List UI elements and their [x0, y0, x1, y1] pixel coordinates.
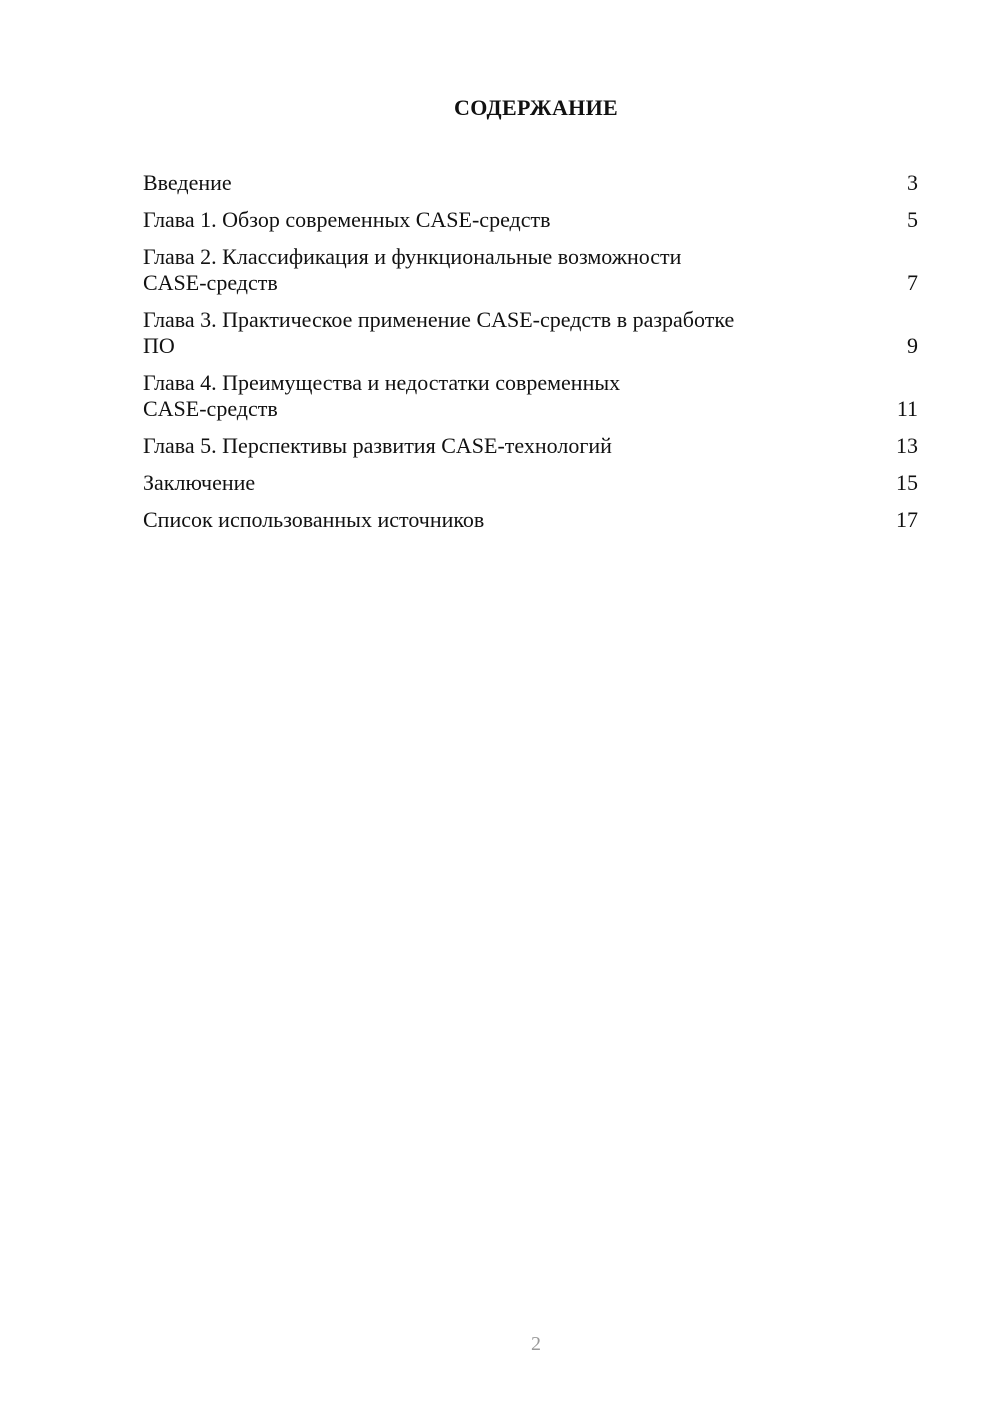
toc-entry-chapter-3[interactable]	[143, 307, 918, 359]
toc-entry-page: 7	[907, 270, 918, 295]
toc-entry-chapter-4[interactable]	[143, 370, 918, 422]
toc-entry-page: 9	[907, 333, 918, 358]
toc-entry-page: 3	[907, 170, 918, 195]
table-of-contents	[143, 170, 918, 544]
page-title: СОДЕРЖАНИЕ	[454, 95, 618, 120]
toc-entry-conclusion[interactable]	[143, 470, 918, 496]
toc-entry-title: Глава 1. Обзор современных CASE-средств	[143, 207, 551, 232]
page-number: 2	[531, 1333, 541, 1355]
toc-entry-references[interactable]	[143, 507, 918, 533]
toc-entry-chapter-1[interactable]	[143, 207, 918, 233]
toc-entry-title: Список использованных источников	[143, 507, 485, 532]
toc-entry-page: 11	[896, 396, 918, 421]
toc-entry-chapter-2[interactable]	[143, 244, 918, 296]
toc-entry-title: Глава 3. Практическое применение CASE-средств в разработке ПО	[143, 307, 735, 358]
toc-entry-chapter-5[interactable]	[143, 433, 918, 459]
toc-entry-page: 5	[907, 207, 918, 232]
toc-entry-title: Введение	[143, 170, 232, 195]
toc-entry-title: Заключение	[143, 470, 256, 495]
toc-entry-introduction[interactable]	[143, 170, 918, 196]
toc-entry-title: Глава 4. Преимущества и недостатки современных CASE-средств	[143, 370, 621, 421]
toc-entry-page: 13	[896, 433, 918, 458]
toc-entry-page: 15	[896, 470, 918, 495]
toc-entry-title: Глава 2. Классификация и функциональные возможности CASE-средств	[143, 244, 682, 295]
toc-entry-page: 17	[896, 507, 918, 532]
toc-entry-title: Глава 5. Перспективы развития CASE-технологий	[143, 433, 612, 458]
